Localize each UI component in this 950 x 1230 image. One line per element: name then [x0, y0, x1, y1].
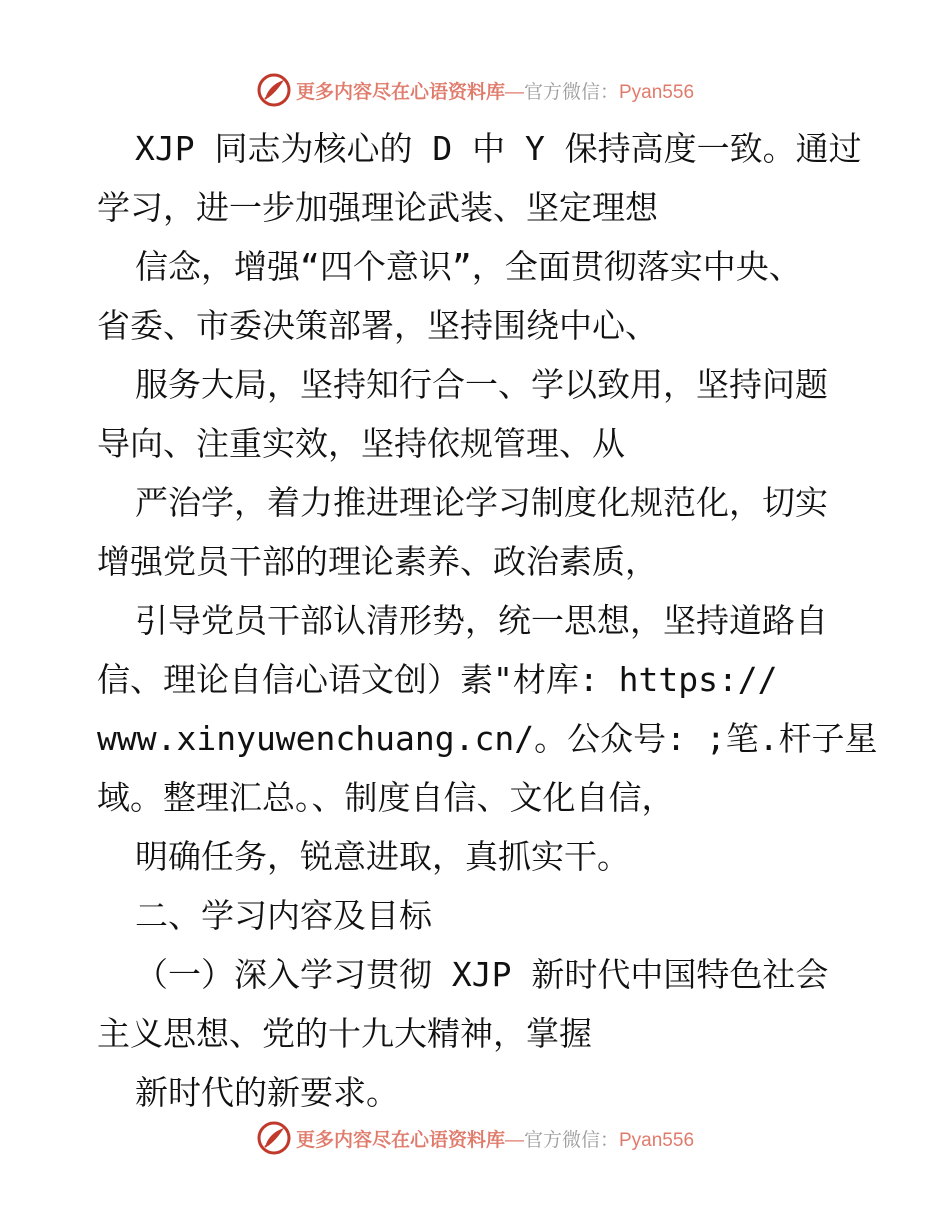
text-line-12: 域。整理汇总。、制度自信、文化自信， — [97, 778, 675, 817]
banner-wechat-id: Pyan556 — [619, 81, 695, 103]
banner-main-text: 更多内容尽在心语资料库 — [295, 81, 505, 103]
text-line-11: www.xinyuwenchuang.cn/。公众号: ;笔.杆子星 — [97, 719, 878, 758]
banner-dash: — — [504, 81, 524, 103]
text-line-10: 信、理论自信心语文创）素"材库: https:// — [97, 660, 778, 699]
text-line-3: 信念，增强“四个意识”，全面贯彻落实中央、 — [135, 247, 802, 286]
text-line-1: XJP 同志为核心的 D 中 Y 保持高度一致。通过 — [135, 129, 862, 168]
section-heading: 二、学习内容及目标 — [135, 896, 432, 935]
text-line-6: 导向、注重实效，坚持依规管理、从 — [97, 424, 625, 463]
text-line-17: 新时代的新要求。 — [135, 1073, 399, 1112]
brand-logo-icon — [256, 72, 292, 108]
text-line-4: 省委、市委决策部署，坚持围绕中心、 — [97, 306, 658, 345]
text-line-15: （一）深入学习贯彻 XJP 新时代中国特色社会 — [135, 955, 829, 994]
footer-banner — [0, 1118, 950, 1158]
text-line-9: 引导党员干部认清形势，统一思想，坚持道路自 — [135, 601, 828, 640]
banner-text — [296, 77, 694, 104]
text-line-13: 明确任务，锐意进取，真抓实干。 — [135, 837, 630, 876]
text-line-2: 学习，进一步加强理论武装、坚定理想 — [97, 188, 658, 227]
banner-dash: — — [504, 1129, 524, 1151]
text-line-7: 严治学，着力推进理论学习制度化规范化，切实 — [135, 483, 828, 522]
document-body — [97, 119, 878, 1122]
brand-logo-icon — [256, 1120, 292, 1156]
header-banner — [0, 70, 950, 110]
text-line-8: 增强党员干部的理论素养、政治素质， — [97, 542, 658, 581]
text-line-5: 服务大局，坚持知行合一、学以致用，坚持问题 — [135, 365, 828, 404]
banner-official-label: 官方微信： — [523, 81, 619, 103]
banner-official-label: 官方微信： — [523, 1129, 619, 1151]
banner-text — [296, 1125, 694, 1152]
banner-main-text: 更多内容尽在心语资料库 — [295, 1129, 505, 1151]
banner-wechat-id: Pyan556 — [619, 1129, 695, 1151]
text-line-16: 主义思想、党的十九大精神，掌握 — [97, 1014, 592, 1053]
